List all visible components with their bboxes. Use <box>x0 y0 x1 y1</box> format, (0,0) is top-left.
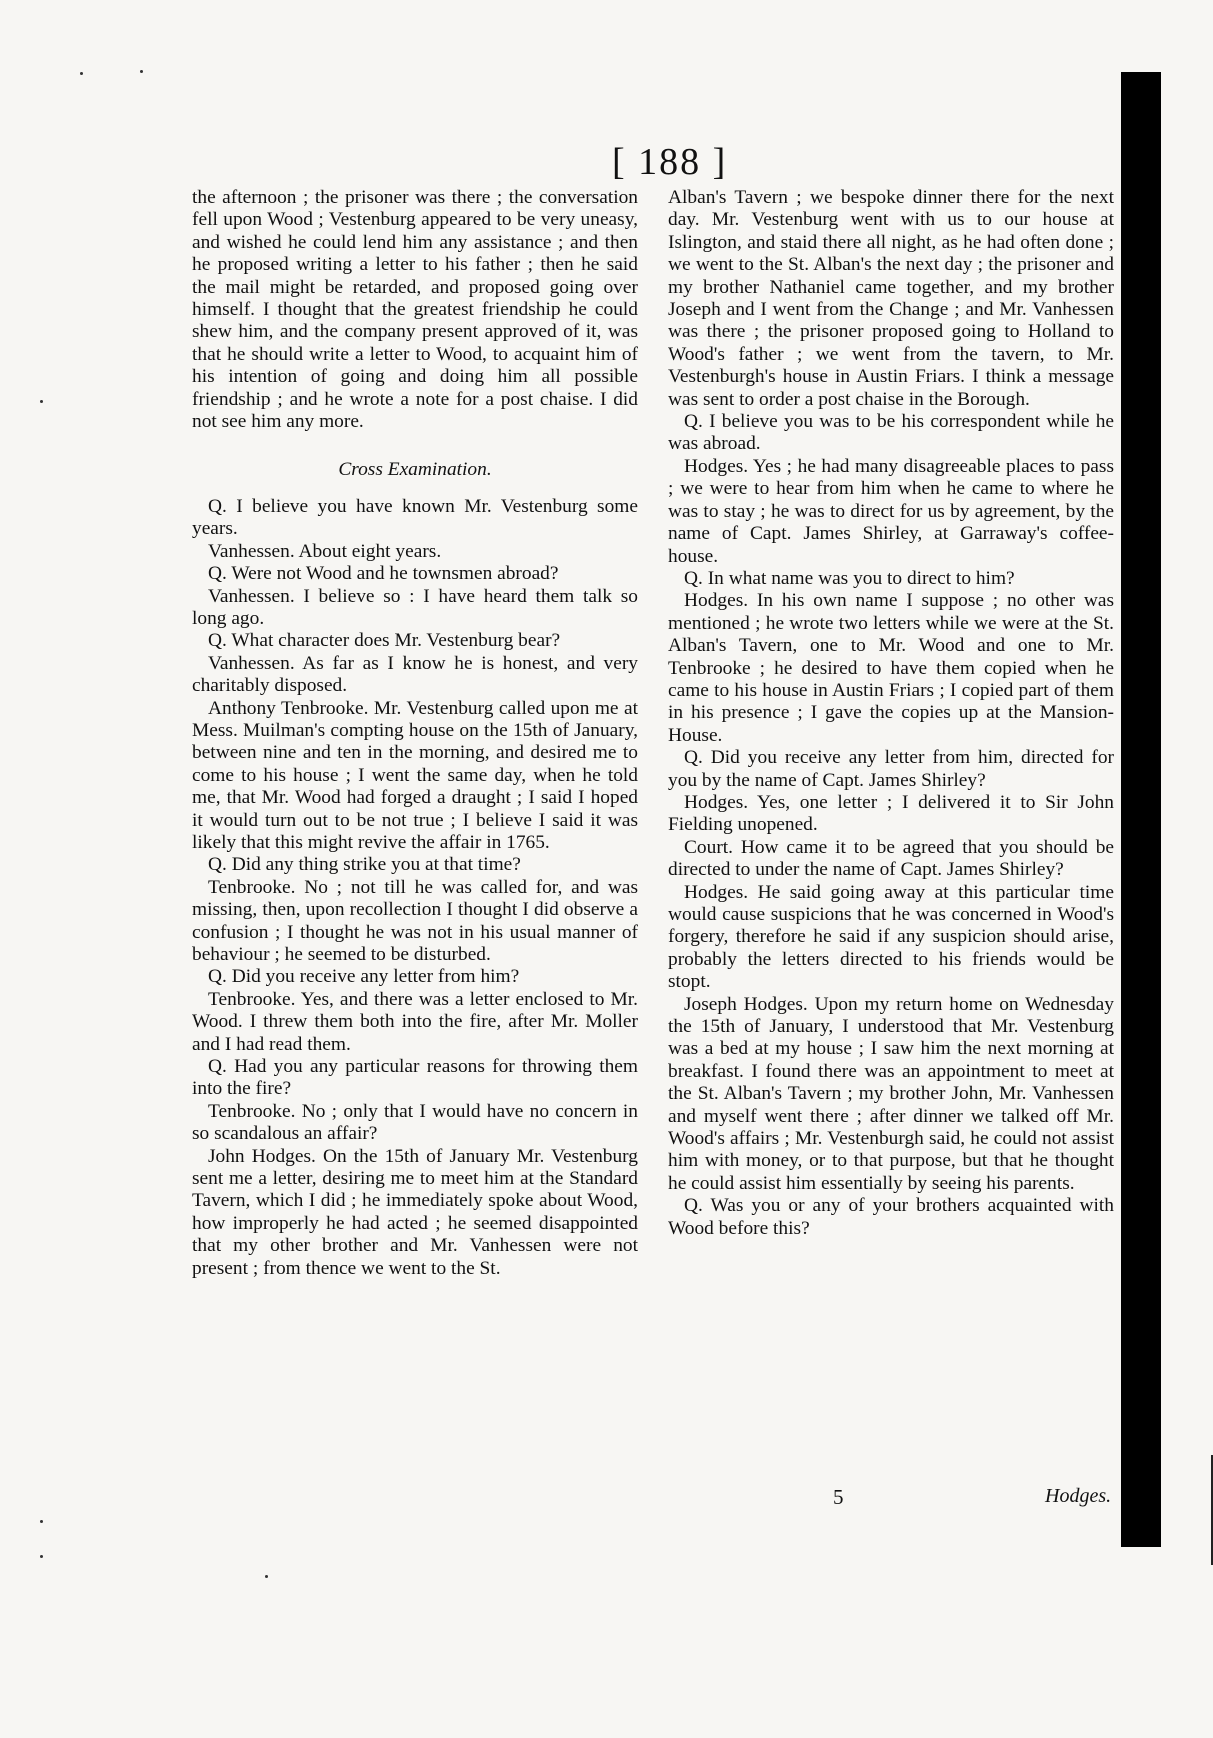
paragraph: Q. Was you or any of your brothers acquainted with Wood before this? <box>668 1195 1114 1239</box>
speck <box>140 70 143 73</box>
signature-mark: 5 <box>833 1485 844 1509</box>
paragraph: Anthony Tenbrooke. Mr. Vestenburg called upon me at Mess. Muilman's compting house on the 15th of January, between nine and ten in the morning, and desired me to come to his house ; I went the same day, when he told me, that Mr. Wood had forged a draught ; I said I hoped it would turn out to be not true ; I believe I said it was likely that this might revive the affair in 1765. <box>192 697 638 853</box>
paragraph: Tenbrooke. Yes, and there was a letter enclosed to Mr. Wood. I threw them both into the fire, after Mr. Moller and I had read them. <box>192 988 638 1055</box>
speck <box>40 1520 43 1523</box>
left-column <box>192 187 638 1280</box>
paragraph: Q. I believe you was to be his correspondent while he was abroad. <box>668 411 1114 455</box>
paragraph: John Hodges. On the 15th of January Mr. Vestenburg sent me a letter, desiring me to meet him at the Standard Tavern, which I did ; he immediately spoke about Wood, how improperly he had acted ; he seemed disappointed that my other brother and Mr. Vanhessen were not present ; from thence we went to the St. <box>192 1145 638 1279</box>
paragraph: Hodges. Yes, one letter ; I delivered it to Sir John Fielding unopened. <box>668 791 1114 836</box>
paragraph: Q. Did you receive any letter from him, directed for you by the name of Capt. James Shirley? <box>668 747 1114 791</box>
paragraph: Q. In what name was you to direct to him? <box>684 567 1015 589</box>
paragraph: Alban's Tavern ; we bespoke dinner there for the next day. Mr. Vestenburg went with us to our house at Islington, and staid there all night, as he had often done ; we went to the St. Alban's the next day ; the prisoner and my brother Nathaniel came together, and my brother Joseph and I went from the Change ; and Mr. Vanhessen was there ; the prisoner proposed going to Holland to Wood's father ; we went from the tavern, to Mr. Vestenburgh's house in Austin Friars. I think a message was sent to order a post chaise in the Borough. <box>668 187 1114 410</box>
speck <box>40 1555 43 1558</box>
paragraph: Hodges. In his own name I suppose ; no other was mentioned ; he wrote two letters while we were at the St. Alban's Tavern, one to Mr. Wood and one to Mr. Tenbrooke ; he desired to have them copied when he came to his house in Austin Friars ; I copied part of them in his presence ; I gave the copies up at the Mansion-House. <box>668 590 1114 746</box>
speck <box>265 1575 268 1578</box>
speck <box>40 400 43 403</box>
catchword: Hodges. <box>1045 1485 1112 1507</box>
paragraph: Tenbrooke. No ; not till he was called for, and was missing, then, upon recollection I thought I did observe a confusion ; I thought he was not in his usual manner of behaviour ; he seemed to be disturbed. <box>192 876 638 965</box>
speck <box>80 72 83 75</box>
paragraph: Q. I believe you have known Mr. Vestenburg some years. <box>192 495 638 540</box>
paragraph: Joseph Hodges. Upon my return home on Wednesday the 15th of January, I understood that Mr. Vestenburg was a bed at my house ; I saw him the next morning at breakfast. I found there was an appointment to meet at the St. Alban's Tavern ; my brother John, Mr. Vanhessen and myself went there ; after dinner we talked off Mr. Wood's affairs ; Mr. Vestenburgh said, he could not assist him with money, or to that purpose, but that he thought he could assist him essentially by seeing his parents. <box>668 993 1114 1194</box>
paragraph: Q. Did you receive any letter from him? <box>208 966 520 988</box>
paragraph: Q. Were not Wood and he townsmen abroad? <box>208 563 559 585</box>
paragraph: Q. Did any thing strike you at that time? <box>208 854 521 876</box>
paragraph: Vanhessen. About eight years. <box>208 540 442 562</box>
paragraph: the afternoon ; the prisoner was there ; the conversation fell upon Wood ; Vestenburg appeared to be very uneasy, and wished he could lend him any assistance ; and then he proposed writing a letter to his father ; then he said the mail might be retarded, and proposed going over himself. I thought that the greatest friendship he could shew him, and the company present approved of it, was that he should write a letter to Wood, to acquaint him of his intention of going and doing him all possible friendship ; and he wrote a note for a post chaise. I did not see him any more. <box>192 187 638 433</box>
paragraph: Tenbrooke. No ; only that I would have no concern in so scandalous an affair? <box>192 1100 638 1145</box>
paragraph: Hodges. He said going away at this particular time would cause suspicions that he was concerned in Wood's forgery, therefore he said if any suspicion should arise, probably the letters directed to his friends would be stopt. <box>668 881 1114 993</box>
paragraph: Hodges. Yes ; he had many disagreeable places to pass ; we were to hear from him when he came to where he was to stay ; he was to direct for us by agreement, by the name of Capt. James Shirley, at Garraway's coffee-house. <box>668 455 1114 567</box>
paragraph: Q. What character does Mr. Vestenburg bear? <box>208 630 561 652</box>
section-heading: Cross Examination. <box>338 459 492 481</box>
page-header: [ 188 ] <box>612 141 728 183</box>
page-binding-edge <box>1121 72 1161 1547</box>
paragraph: Vanhessen. As far as I know he is honest, and very charitably disposed. <box>192 652 638 697</box>
paragraph: Q. Had you any particular reasons for throwing them into the fire? <box>192 1056 638 1100</box>
right-column <box>668 187 1114 1240</box>
paragraph: Court. How came it to be agreed that you should be directed to under the name of Capt. James Shirley? <box>668 836 1114 881</box>
paragraph: Vanhessen. I believe so : I have heard them talk so long ago. <box>192 585 638 629</box>
